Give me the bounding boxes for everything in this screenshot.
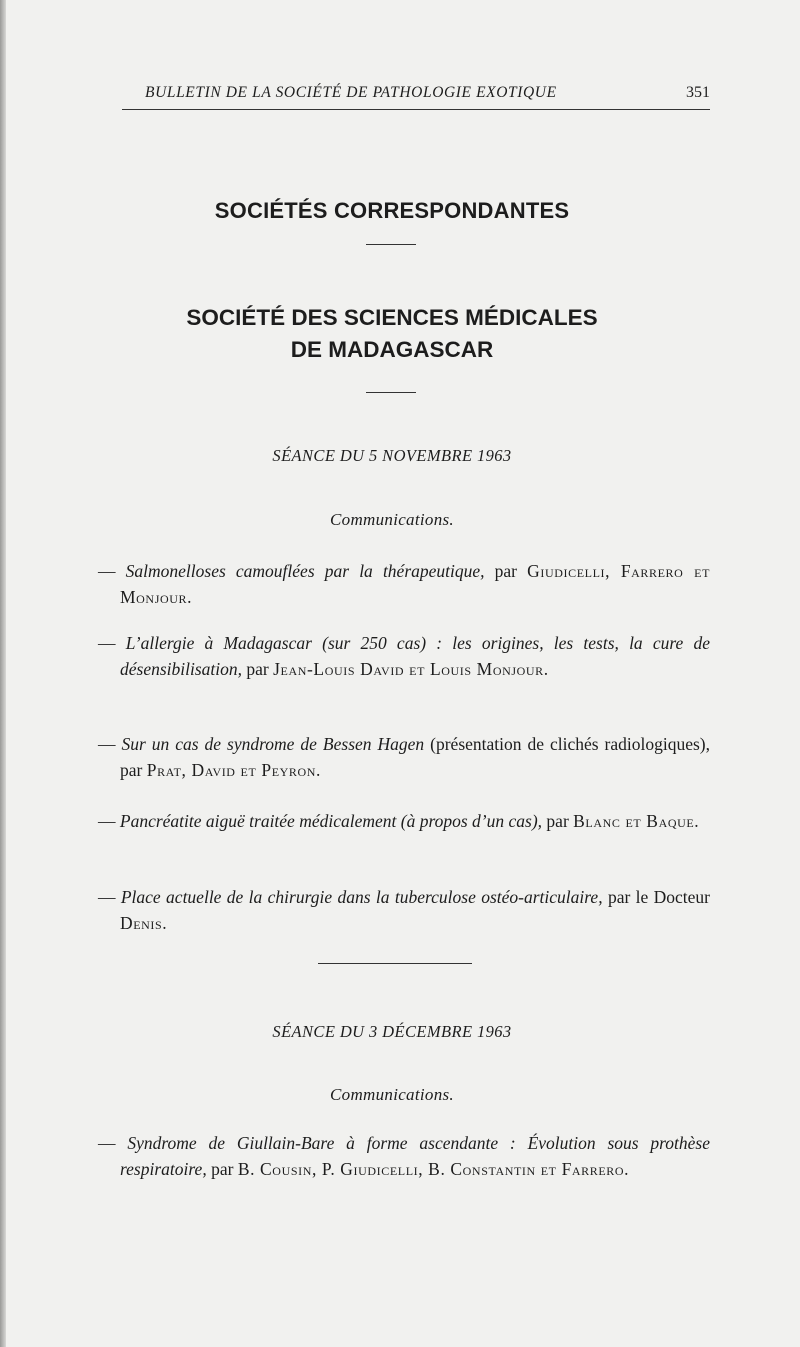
page-binding-edge [0,0,6,1347]
title-divider [366,244,416,245]
communication-entry [98,1130,710,1182]
entry-dash: — [98,887,116,907]
entry-authors: Prat, David et Peyron. [146,760,322,780]
entry-by: par [546,811,569,831]
entry-title: Salmonelloses camouflées par la thérapeutique, [125,561,485,581]
communication-entry [98,731,710,783]
communications-heading: Communications. [330,510,454,529]
entry-title: Sur un cas de syndrome de Bessen Hagen [121,734,425,754]
entry-by: (présentation de clichés radiologiques), par [120,734,710,780]
entry-title: Place actuelle de la chirurgie dans la tuberculose ostéo-articulaire, [120,887,603,907]
entry-dash: — [98,1133,116,1153]
header-rule [122,109,710,110]
section-title: SOCIÉTÉS CORRESPONDANTES [214,198,570,223]
society-title-line1: SOCIÉTÉ DES SCIENCES MÉDICALES [186,305,598,330]
society-divider [366,392,416,393]
communications-heading: Communications. [330,1085,454,1104]
communication-entry [98,884,710,936]
entry-authors: Jean-Louis David et Louis Monjour. [273,659,549,679]
entry-by: par le Docteur [607,887,710,907]
session-heading: SÉANCE DU 3 DÉCEMBRE 1963 [272,1022,512,1041]
entry-title: Syndrome de Giullain-Bare à forme ascendante : Évolution sous prothèse respiratoire, [120,1133,711,1179]
entry-authors: Blanc et Baque. [573,811,700,831]
running-head: BULLETIN DE LA SOCIÉTÉ DE PATHOLOGIE EXOTIQUE [145,84,557,101]
entry-dash: — [98,561,116,581]
entry-by: par [494,561,518,581]
entry-title: Pancréatite aiguë traitée médicalement (à propos d’un cas), [119,811,543,831]
communication-entry [98,808,710,834]
entry-dash: — [98,734,116,754]
entry-dash: — [98,633,116,653]
communication-entry [98,558,710,610]
entry-dash: — [98,811,116,831]
communication-entry [98,630,710,682]
entry-authors: Denis. [120,913,168,933]
society-title-line2: DE MADAGASCAR [290,337,494,362]
entry-by: par [211,1159,234,1179]
page-number: 351 [686,84,710,101]
entry-title: L’allergie à Madagascar (sur 250 cas) : les origines, les tests, la cure de désensibilisation, [120,633,710,679]
entry-authors: B. Cousin, P. Giudicelli, B. Constantin et Farrero. [237,1159,630,1179]
entry-by: par [246,659,269,679]
entry-authors: Giudicelli, Farrero et Monjour. [120,561,711,607]
session-heading: SÉANCE DU 5 NOVEMBRE 1963 [272,446,512,465]
session-divider [318,963,472,964]
